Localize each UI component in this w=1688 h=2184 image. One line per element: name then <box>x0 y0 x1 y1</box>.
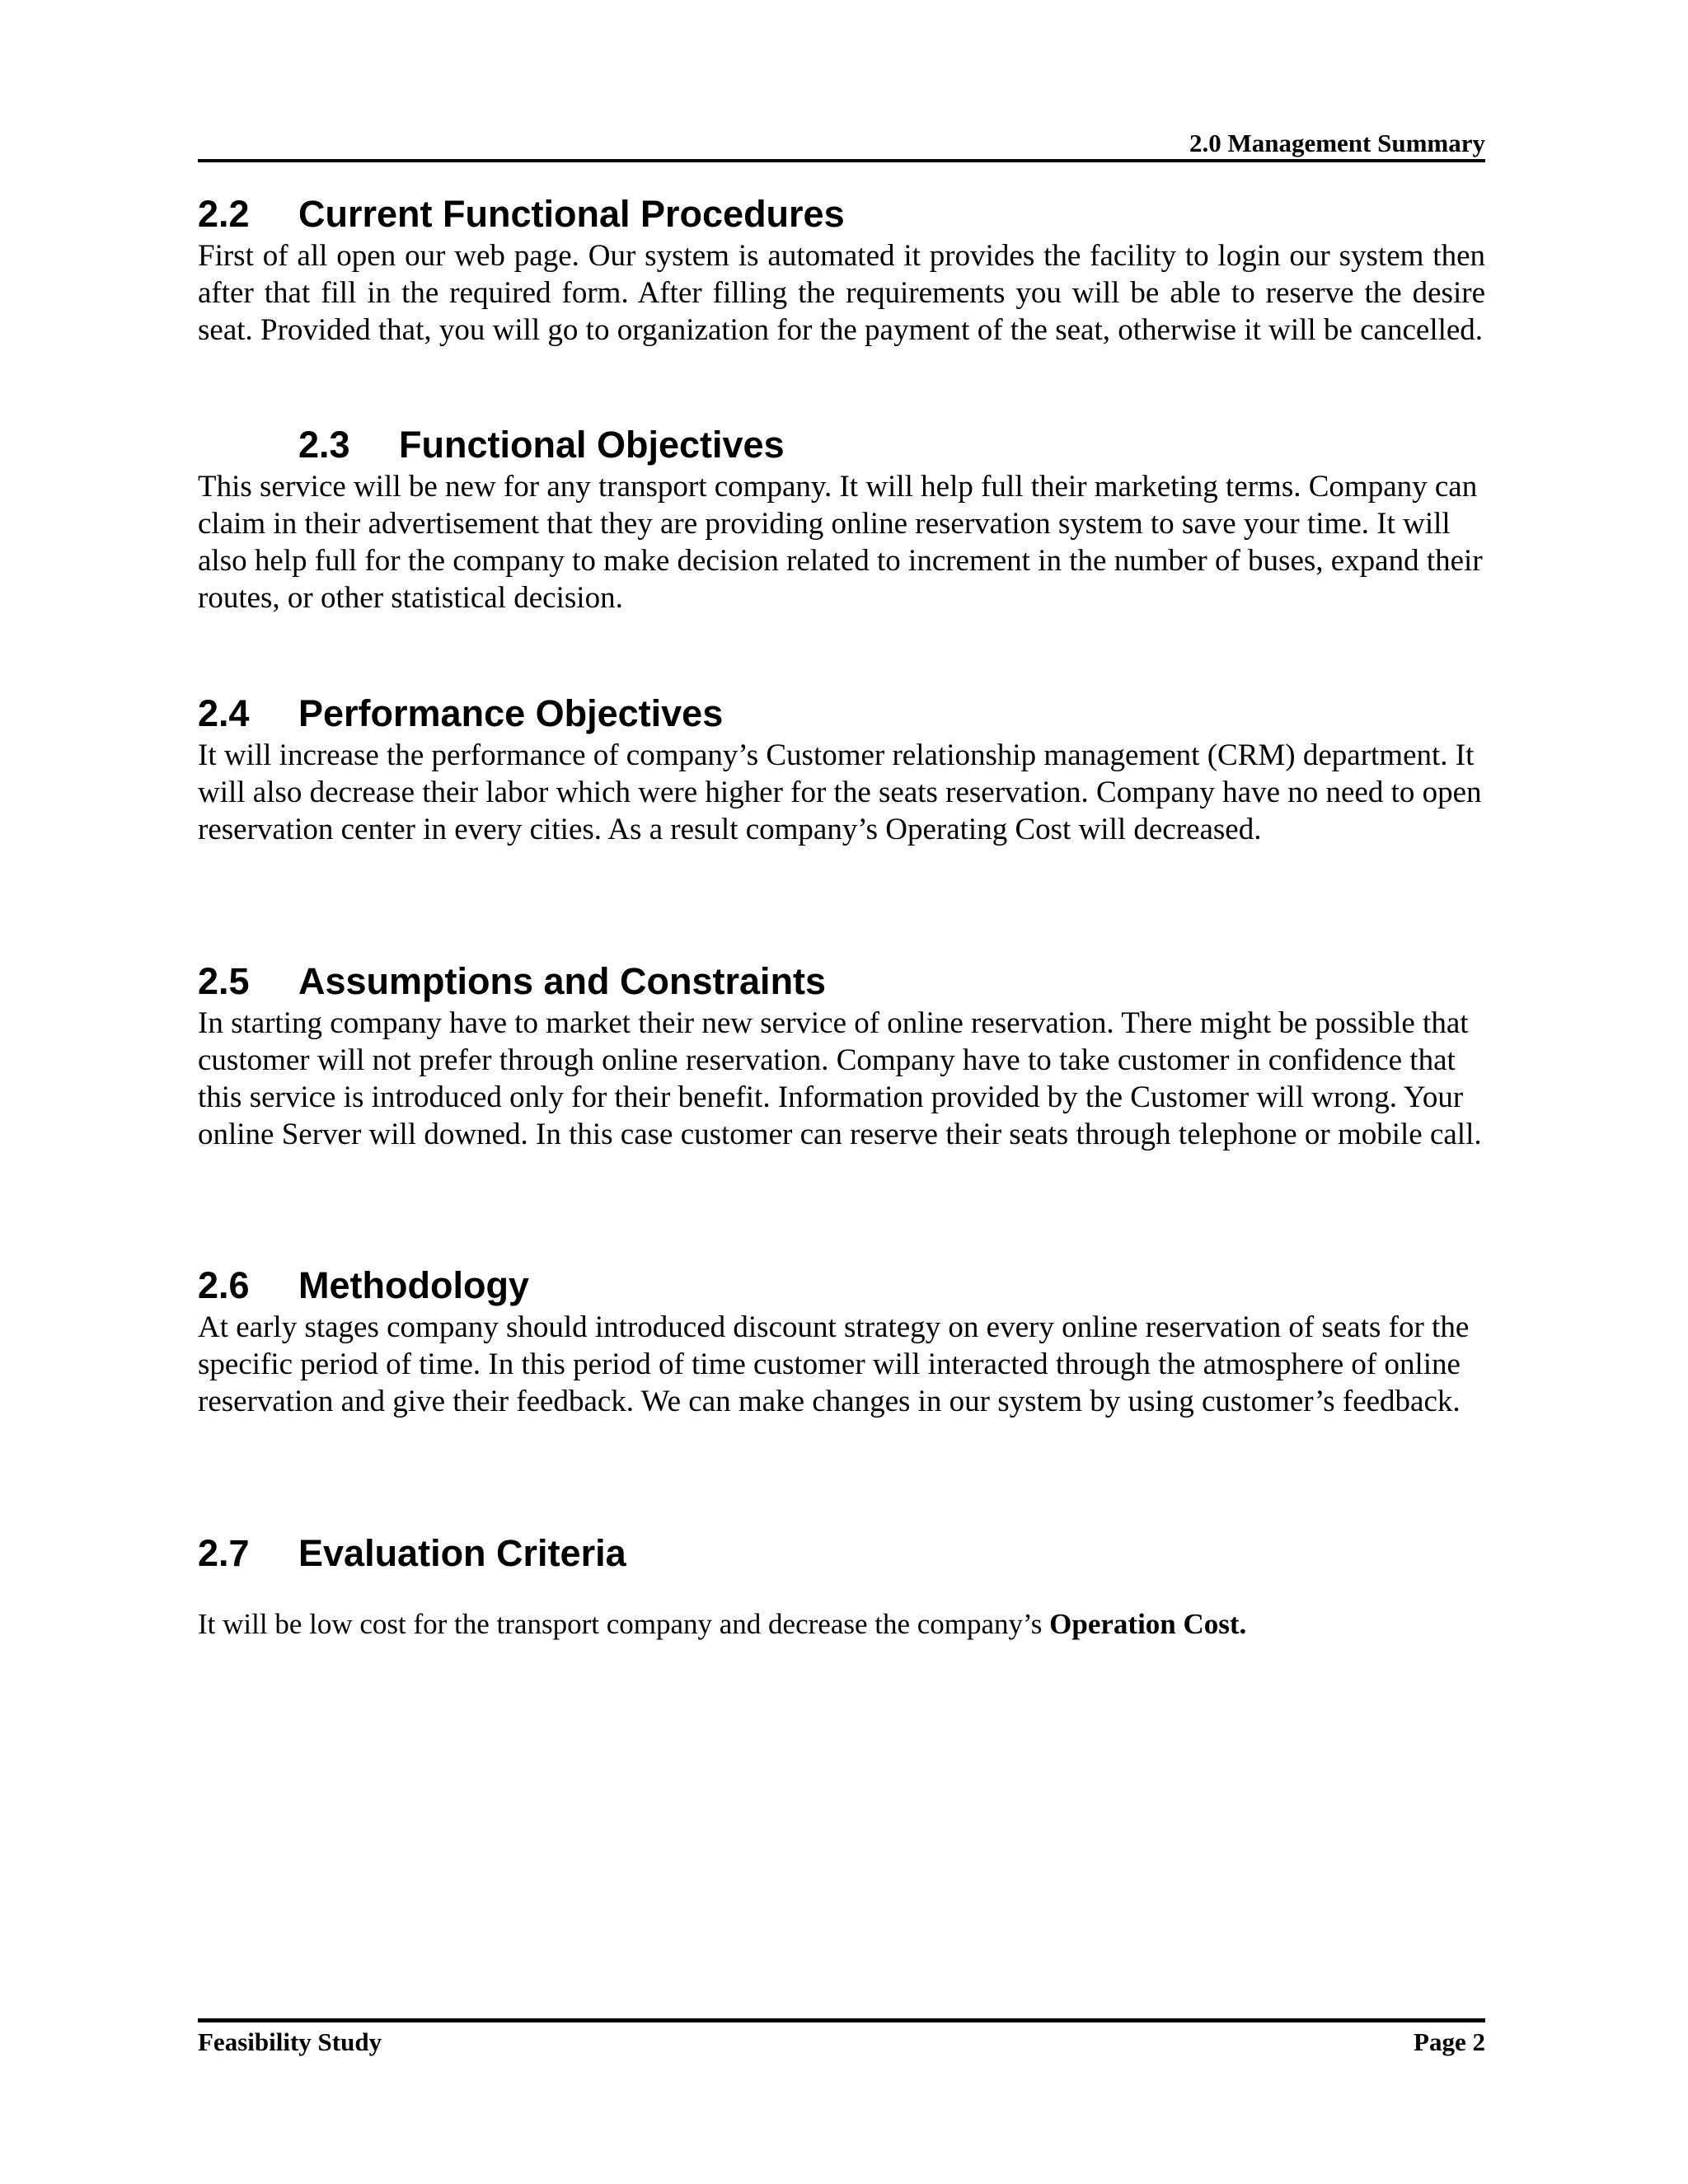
section-title: Functional Objectives <box>399 424 785 466</box>
footer-rule <box>198 2018 1485 2022</box>
footer-page-number: Page 2 <box>1414 2027 1485 2056</box>
section-current-functional-procedures <box>198 191 1485 349</box>
page-footer <box>198 2026 1485 2059</box>
header-rule <box>198 159 1485 162</box>
section-number: 2.7 <box>198 1532 250 1574</box>
section-body <box>198 1606 1485 1643</box>
section-body: It will increase the performance of company’s Customer relationship management (CRM) department. It will also decrease their labor which were higher for the seats reservation. Company have no need to open reservation center in every cities. As a result company’s Operating Cost will decreased. <box>198 738 1482 846</box>
section-body: This service will be new for any transport company. It will help full their marketing terms. Company can claim in their advertisement that they are providing online reservation system to save your time. It will also help full for the company to make decision related to increment in the number of buses, expand their routes, or other statistical decision. <box>198 470 1483 615</box>
section-assumptions-and-constraints <box>198 958 1485 1153</box>
section-evaluation-criteria <box>198 1530 1485 1643</box>
footer-document-title: Feasibility Study <box>198 2027 382 2056</box>
section-body-text: It will be low cost for the transport company and decrease the company’s <box>198 1608 1050 1640</box>
section-number: 2.6 <box>198 1264 250 1306</box>
section-title: Evaluation Criteria <box>298 1532 626 1574</box>
section-body: In starting company have to market their new service of online reservation. There might be possible that customer will not prefer through online reservation. Company have to take customer in confidence that this service is introduced only for their benefit. Information provided by the Customer will wrong. Your online Server will downed. In this case customer can reserve their seats through telephone or mobile call. <box>198 1006 1482 1151</box>
section-number: 2.5 <box>198 960 250 1002</box>
section-heading <box>198 1263 1485 1309</box>
section-number: 2.3 <box>298 424 350 466</box>
section-heading <box>198 191 1485 237</box>
section-functional-objectives <box>198 422 1485 616</box>
running-header: 2.0 Management Summary <box>1189 129 1485 157</box>
section-heading <box>198 1530 1485 1577</box>
section-methodology <box>198 1263 1485 1420</box>
section-title: Assumptions and Constraints <box>298 960 827 1002</box>
section-title: Performance Objectives <box>298 692 724 734</box>
section-heading <box>198 422 1485 468</box>
section-performance-objectives <box>198 691 1485 848</box>
section-body-emphasis: Operation Cost. <box>1049 1608 1247 1640</box>
section-body: First of all open our web page. Our system is automated it provides the facility to login our system then after that fill in the required form. After filling the requirements you will be able to reserve the desire seat. Provided that, you will go to organization for the payment of the seat, otherwise it will be cancelled. <box>198 239 1485 347</box>
section-number: 2.2 <box>198 193 250 235</box>
section-title: Current Functional Procedures <box>298 193 845 235</box>
section-number: 2.4 <box>198 692 250 734</box>
section-heading <box>198 691 1485 737</box>
section-title: Methodology <box>298 1264 529 1306</box>
section-heading <box>198 958 1485 1005</box>
section-body: At early stages company should introduced discount strategy on every online reservation of seats for the specific period of time. In this period of time customer will interacted through the atmosphere of online reservation and give their feedback. We can make changes in our system by using customer’s feedback. <box>198 1310 1470 1418</box>
